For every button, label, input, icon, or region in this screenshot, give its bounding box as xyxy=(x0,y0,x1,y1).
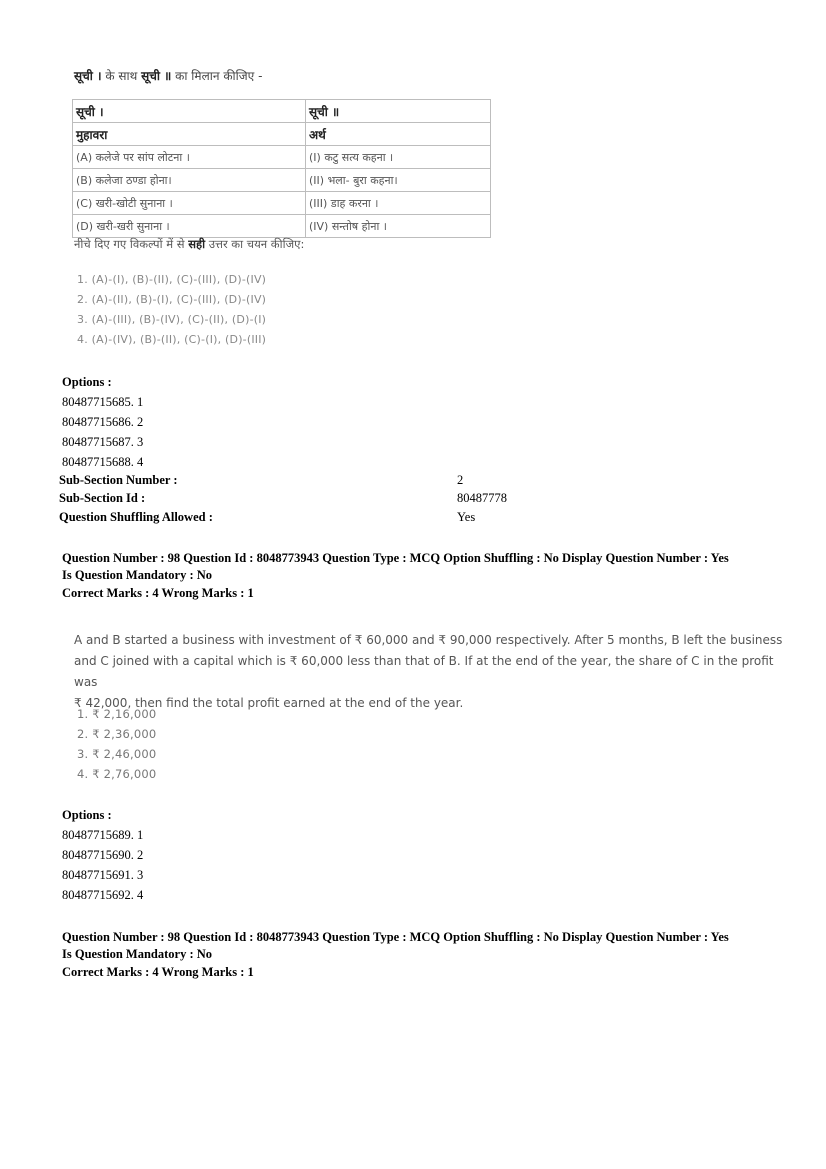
table-subheader-row xyxy=(73,123,491,146)
answer-choice: 2. ₹ 2,36,000 xyxy=(77,727,157,741)
table-cell: (B) कलेजा ठण्डा होना। xyxy=(73,169,306,192)
table-subheader-cell: मुहावरा xyxy=(73,123,306,146)
table-cell: (III) डाह करना । xyxy=(306,192,491,215)
subsection-number-value: 2 xyxy=(457,473,464,487)
question-meta-line: Question Number : 98 Question Id : 8048773943 Question Type : MCQ Option Shuffling : No Display Question Number : Yes xyxy=(62,551,729,565)
question-marks-line: Correct Marks : 4 Wrong Marks : 1 xyxy=(62,965,254,979)
shuffle-label: Question Shuffling Allowed : xyxy=(59,510,213,524)
table-header-cell: सूची । xyxy=(73,100,306,123)
table-cell: (I) कटु सत्य कहना । xyxy=(306,146,491,169)
subsection-number-label: Sub-Section Number : xyxy=(59,473,178,487)
table-header-row xyxy=(73,100,491,123)
option-id: 80487715688. 4 xyxy=(62,455,144,469)
question-header xyxy=(62,550,729,602)
subsection-id-row xyxy=(59,491,759,509)
question-marks-line: Correct Marks : 4 Wrong Marks : 1 xyxy=(62,586,254,600)
table-row xyxy=(73,215,491,238)
table-subheader-cell: अर्थ xyxy=(306,123,491,146)
table-cell: (II) भला- बुरा कहना। xyxy=(306,169,491,192)
question-text xyxy=(74,630,786,714)
options-block xyxy=(62,805,143,905)
subsection-number-row xyxy=(59,473,759,491)
question-mandatory-line: Is Question Mandatory : No xyxy=(62,567,213,582)
table-cell: (C) खरी-खोटी सुनाना । xyxy=(73,192,306,215)
options-block xyxy=(62,372,143,472)
shuffle-value: Yes xyxy=(457,510,476,524)
option-id: 80487715691. 3 xyxy=(62,868,144,882)
answer-choices xyxy=(77,270,266,350)
question-header xyxy=(62,929,729,981)
instruction-text xyxy=(74,237,304,252)
instruction-part: उत्तर का चयन कीजिए: xyxy=(205,237,305,251)
answer-choice: 3. ₹ 2,46,000 xyxy=(77,747,157,761)
question-mandatory-line: Is Question Mandatory : No xyxy=(62,946,213,961)
table-cell: (D) खरी-खरी सुनाना । xyxy=(73,215,306,238)
answer-choice: 4. ₹ 2,76,000 xyxy=(77,767,157,781)
answer-choice: 2. (A)-(II), (B)-(I), (C)-(III), (D)-(IV) xyxy=(77,293,267,306)
table-header-cell: सूची ॥ xyxy=(306,100,491,123)
instruction-emphasis: सही xyxy=(188,237,206,251)
question-text-line: A and B started a business with investment of ₹ 60,000 and ₹ 90,000 respectively. After 5 months, B left the business xyxy=(74,633,783,647)
answer-choice: 4. (A)-(IV), (B)-(II), (C)-(I), (D)-(III) xyxy=(77,333,267,346)
options-label: Options : xyxy=(62,375,112,389)
option-id: 80487715687. 3 xyxy=(62,435,144,449)
intro-text: के साथ xyxy=(101,69,142,83)
shuffle-row xyxy=(59,510,759,528)
option-id: 80487715689. 1 xyxy=(62,828,144,842)
subsection-id-label: Sub-Section Id : xyxy=(59,491,146,505)
answer-choice: 1. (A)-(I), (B)-(II), (C)-(III), (D)-(IV) xyxy=(77,273,267,286)
question-text-line: and C joined with a capital which is ₹ 60,000 less than that of B. If at the end of the year, the share of C in the profit was xyxy=(74,654,774,689)
question-text-line: ₹ 42,000, then find the total profit earned at the end of the year. xyxy=(74,696,464,710)
option-id: 80487715686. 2 xyxy=(62,415,144,429)
answer-choice: 3. (A)-(III), (B)-(IV), (C)-(II), (D)-(I) xyxy=(77,313,267,326)
matching-table xyxy=(72,99,491,238)
list-one-label: सूची । xyxy=(74,69,102,83)
question-intro xyxy=(74,67,262,84)
list-two-label: सूची ॥ xyxy=(141,69,172,83)
table-cell: (IV) सन्तोष होना । xyxy=(306,215,491,238)
answer-choice: 1. ₹ 2,16,000 xyxy=(77,707,157,721)
question-meta-line: Question Number : 98 Question Id : 8048773943 Question Type : MCQ Option Shuffling : No Display Question Number : Yes xyxy=(62,930,729,944)
table-row xyxy=(73,192,491,215)
intro-text-end: का मिलान कीजिए - xyxy=(171,69,263,83)
instruction-part: नीचे दिए गए विकल्पों में से xyxy=(74,237,189,251)
option-id: 80487715690. 2 xyxy=(62,848,144,862)
table-row xyxy=(73,146,491,169)
table-row xyxy=(73,169,491,192)
option-id: 80487715692. 4 xyxy=(62,888,144,902)
subsection-id-value: 80487778 xyxy=(457,491,507,505)
table-cell: (A) कलेजे पर सांप लोटना । xyxy=(73,146,306,169)
option-id: 80487715685. 1 xyxy=(62,395,144,409)
answer-choices xyxy=(77,704,156,784)
options-label: Options : xyxy=(62,808,112,822)
